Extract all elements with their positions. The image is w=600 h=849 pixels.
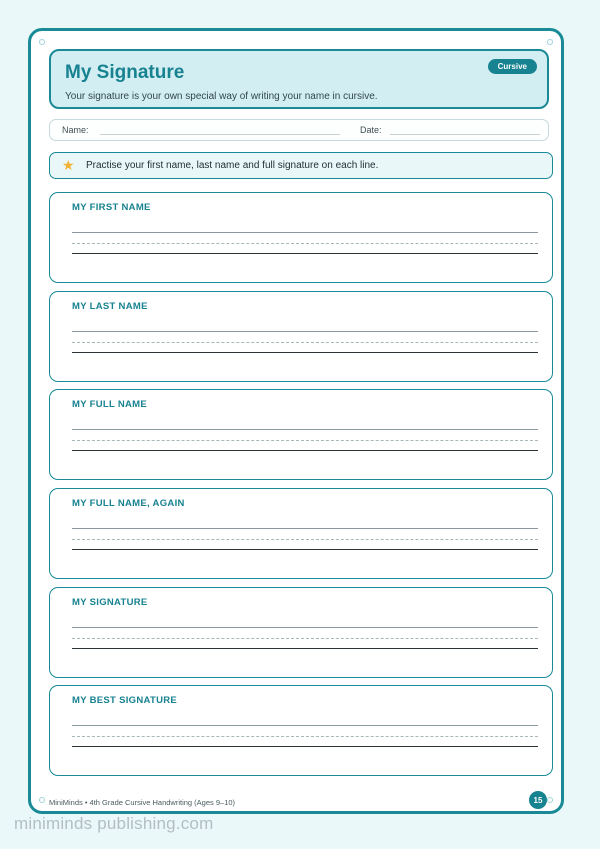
practice-section-label: MY FULL NAME: [72, 399, 148, 410]
practice-section: [49, 192, 553, 283]
writing-top-line[interactable]: [72, 725, 538, 726]
corner-dot-icon: [547, 39, 553, 45]
name-field[interactable]: [100, 134, 340, 135]
writing-baseline: [72, 352, 538, 353]
writing-top-line[interactable]: [72, 528, 538, 529]
writing-baseline: [72, 648, 538, 649]
practice-section-label: MY BEST SIGNATURE: [72, 695, 178, 706]
writing-top-line[interactable]: [72, 429, 538, 430]
star-icon: ★: [62, 157, 75, 173]
writing-baseline: [72, 549, 538, 550]
writing-baseline: [72, 450, 538, 451]
watermark-text: miniminds publishing.com: [14, 814, 214, 833]
name-date-row: [49, 119, 549, 141]
practice-section-label: MY SIGNATURE: [72, 597, 148, 608]
writing-midline: [72, 342, 538, 343]
page-subtitle: Your signature is your own special way of writing your name in cursive.: [65, 91, 378, 102]
practice-section-label: MY FIRST NAME: [72, 202, 151, 213]
date-label: Date:: [360, 125, 382, 135]
practice-section-label: MY FULL NAME, AGAIN: [72, 498, 185, 509]
writing-midline: [72, 539, 538, 540]
writing-baseline: [72, 253, 538, 254]
practice-section: [49, 587, 553, 678]
header-banner: [49, 49, 549, 109]
practice-section: [49, 488, 553, 579]
page-title: My Signature: [65, 62, 185, 83]
worksheet-page: [28, 28, 564, 814]
writing-midline: [72, 440, 538, 441]
name-label: Name:: [62, 125, 89, 135]
writing-top-line[interactable]: [72, 627, 538, 628]
writing-baseline: [72, 746, 538, 747]
practice-section: [49, 389, 553, 480]
page-number-badge: 15: [529, 791, 547, 809]
footer-text: MiniMinds • 4th Grade Cursive Handwriting (Ages 9–10): [49, 798, 236, 807]
corner-dot-icon: [39, 797, 45, 803]
writing-midline: [72, 243, 538, 244]
writing-midline: [72, 638, 538, 639]
practice-section: [49, 685, 553, 776]
corner-dot-icon: [39, 39, 45, 45]
writing-top-line[interactable]: [72, 232, 538, 233]
corner-dot-icon: [547, 797, 553, 803]
practice-section: [49, 291, 553, 382]
category-badge: Cursive: [488, 59, 537, 74]
date-field[interactable]: [390, 134, 540, 135]
instruction-box: [49, 152, 553, 179]
writing-top-line[interactable]: [72, 331, 538, 332]
writing-midline: [72, 736, 538, 737]
practice-section-label: MY LAST NAME: [72, 301, 148, 312]
instruction-text: Practise your first name, last name and full signature on each line.: [86, 160, 379, 171]
